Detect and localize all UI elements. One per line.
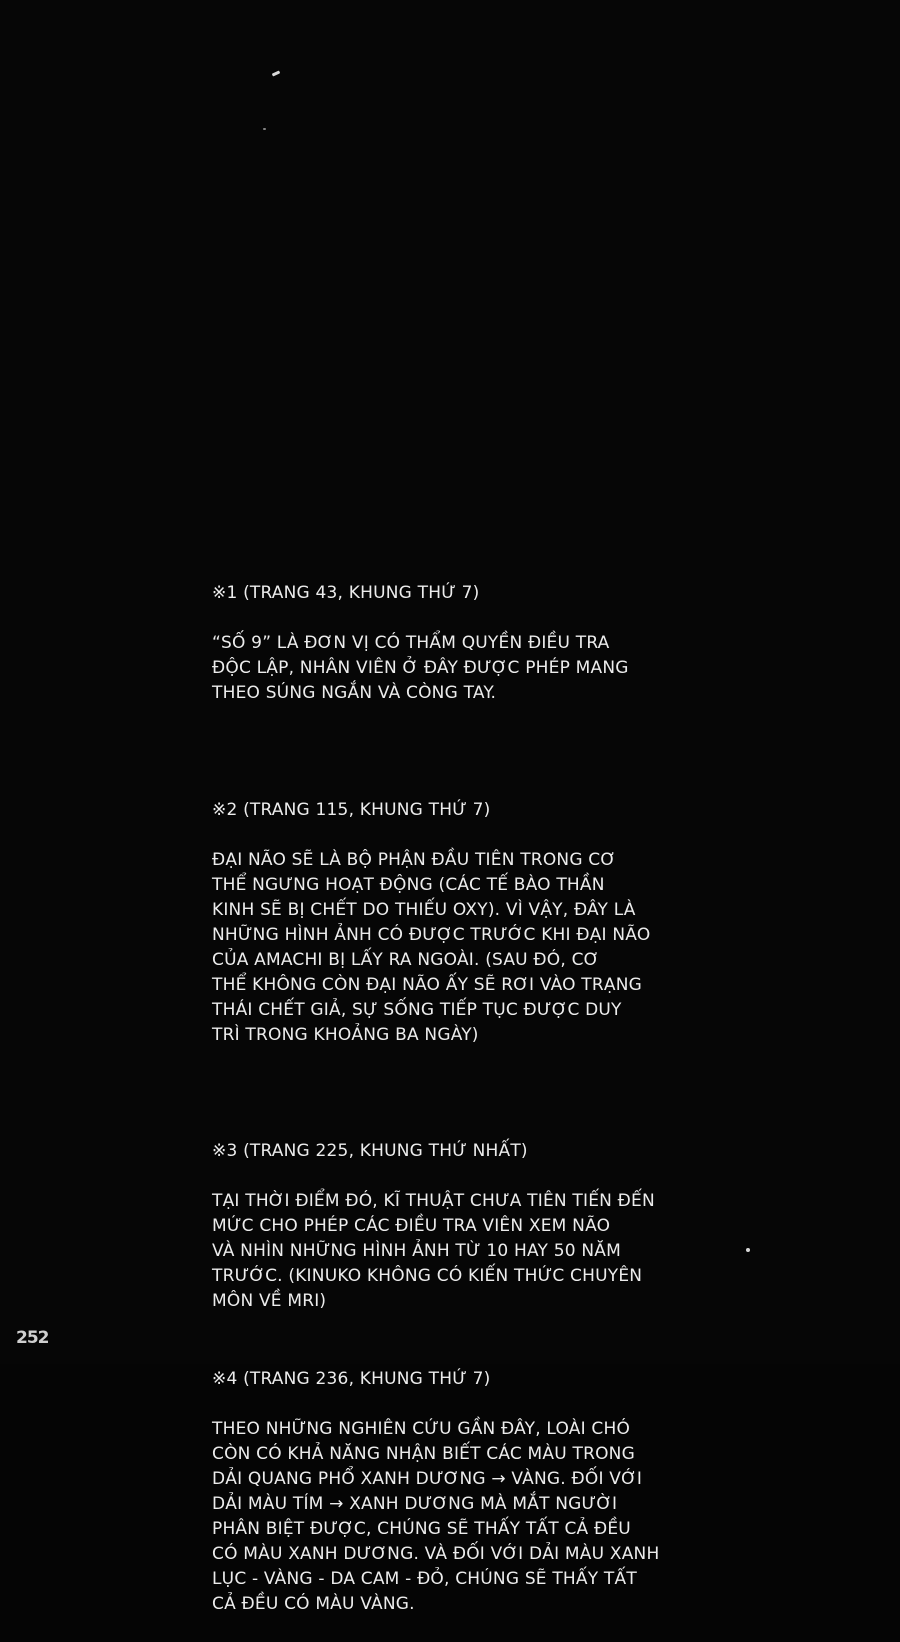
note-4 <box>212 1342 732 1642</box>
note-3-heading: ※3 (TRANG 225, KHUNG THỨ NHẤT) <box>212 1141 528 1161</box>
dust-speck <box>746 1248 750 1252</box>
note-1-body: “SỐ 9” LÀ ĐƠN VỊ CÓ THẨM QUYỀN ĐIỀU TRA ĐỘC LẬP, NHÂN VIÊN Ở ĐÂY ĐƯỢC PHÉP MANG THEO SÚNG NGẮN VÀ CÒNG TAY. <box>212 633 629 703</box>
note-2 <box>212 773 732 1073</box>
note-1-heading: ※1 (TRANG 43, KHUNG THỨ 7) <box>212 583 480 603</box>
note-3-body: TẠI THỜI ĐIỂM ĐÓ, KĨ THUẬT CHƯA TIÊN TIẾN ĐẾN MỨC CHO PHÉP CÁC ĐIỀU TRA VIÊN XEM NÃO VÀ NHÌN NHỮNG HÌNH ẢNH TỪ 10 HAY 50 NĂM TRƯỚC. (KINUKO KHÔNG CÓ KIẾN THỨC CHUYÊN MÔN VỀ MRI) <box>212 1191 655 1311</box>
note-4-heading: ※4 (TRANG 236, KHUNG THỨ 7) <box>212 1369 491 1389</box>
dust-speck <box>263 128 266 130</box>
note-1 <box>212 556 732 731</box>
note-4-body: THEO NHỮNG NGHIÊN CỨU GẦN ĐÂY, LOÀI CHÓ CÒN CÓ KHẢ NĂNG NHẬN BIẾT CÁC MÀU TRONG DẢI QUANG PHỔ XANH DƯƠNG → VÀNG. ĐỐI VỚI DẢI MÀU TÍM → XANH DƯƠNG MÀ MẮT NGƯỜI PHÂN BIỆT ĐƯỢC, CHÚNG SẼ THẤY TẤT CẢ ĐỀU CÓ MÀU XANH DƯƠNG. VÀ ĐỐI VỚI DẢI MÀU XANH LỤC - VÀNG - DA CAM - ĐỎ, CHÚNG SẼ THẤY TẤT CẢ ĐỀU CÓ MÀU VÀNG. <box>212 1419 660 1614</box>
translator-notes <box>212 556 732 1642</box>
note-2-body: ĐẠI NÃO SẼ LÀ BỘ PHẬN ĐẦU TIÊN TRONG CƠ THỂ NGƯNG HOẠT ĐỘNG (CÁC TẾ BÀO THẦN KINH SẼ BỊ CHẾT DO THIẾU OXY). VÌ VẬY, ĐÂY LÀ NHỮNG HÌNH ẢNH CÓ ĐƯỢC TRƯỚC KHI ĐẠI NÃO CỦA AMACHI BỊ LẤY RA NGOÀI. (SAU ĐÓ, CƠ THỂ KHÔNG CÒN ĐẠI NÃO ẤY SẼ RƠI VÀO TRẠNG THÁI CHẾT GIẢ, SỰ SỐNG TIẾP TỤC ĐƯỢC DUY TRÌ TRONG KHOẢNG BA NGÀY) <box>212 850 651 1045</box>
note-2-heading: ※2 (TRANG 115, KHUNG THỨ 7) <box>212 800 491 820</box>
dust-speck <box>272 70 281 76</box>
note-3 <box>212 1114 732 1339</box>
page-number: 252 <box>16 1328 49 1348</box>
